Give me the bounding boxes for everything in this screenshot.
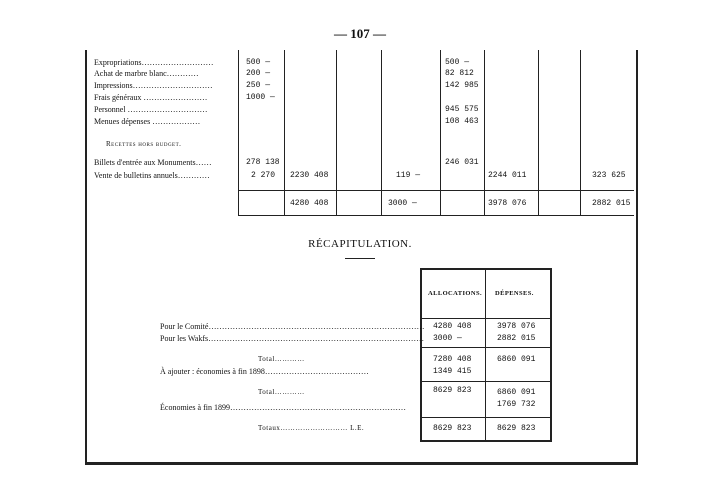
recap-row-label: À ajouter : économies à fin 1898………………………………… bbox=[160, 367, 369, 376]
cell: 108 463 bbox=[445, 117, 479, 126]
recap-cell: 8629 823 bbox=[497, 424, 536, 433]
cell: 278 138 bbox=[246, 158, 280, 167]
row-label: Personnel ………………………… bbox=[94, 105, 208, 114]
cell: 246 031 bbox=[445, 158, 479, 167]
recap-rule bbox=[420, 381, 550, 382]
total-label: Total………… bbox=[258, 388, 305, 396]
cell: 323 625 bbox=[592, 171, 626, 180]
cell: 1000 — bbox=[246, 93, 275, 102]
recap-cell: 8629 823 bbox=[433, 424, 472, 433]
totals-rule bbox=[238, 190, 634, 191]
title-rule bbox=[345, 258, 375, 259]
cell: 2244 011 bbox=[488, 171, 527, 180]
cell: 945 575 bbox=[445, 105, 479, 114]
total-label: Total………… bbox=[258, 355, 305, 363]
recap-cell: 6860 091 bbox=[497, 388, 536, 397]
total-cell: 4280 408 bbox=[290, 199, 329, 208]
cell: 82 812 bbox=[445, 69, 474, 78]
cell: 119 — bbox=[396, 171, 421, 180]
totaux-label: Totaux……………………… L.E. bbox=[258, 424, 365, 432]
recap-cell: 1349 415 bbox=[433, 367, 472, 376]
cell: 500 — bbox=[445, 58, 470, 67]
recap-cell: 2882 015 bbox=[497, 334, 536, 343]
cell: 500 — bbox=[246, 58, 271, 67]
page-number: — 107 — bbox=[334, 26, 386, 41]
row-label: Impressions………………………… bbox=[94, 81, 213, 90]
recap-rule bbox=[420, 318, 550, 319]
recap-cell: 8629 823 bbox=[433, 386, 472, 395]
cell: 2230 408 bbox=[290, 171, 329, 180]
row-label: Achat de marbre blanc………… bbox=[94, 69, 199, 78]
row-label: Frais généraux …………………… bbox=[94, 93, 208, 102]
cell: 250 — bbox=[246, 81, 271, 90]
row-label: Billets d'entrée aux Monuments…… bbox=[94, 158, 212, 167]
section-heading: Recettes hors budget. bbox=[106, 140, 182, 148]
recap-col-rule bbox=[485, 268, 486, 440]
total-cell: 3978 076 bbox=[488, 199, 527, 208]
recap-row-label: Pour les Wakfs……………………………………………………………………… bbox=[160, 334, 425, 343]
recap-rule bbox=[420, 347, 550, 348]
recap-cell: 7280 408 bbox=[433, 355, 472, 364]
recap-title: RÉCAPITULATION. bbox=[308, 238, 412, 250]
total-cell: 2882 015 bbox=[592, 199, 631, 208]
col-header-allocations: ALLOCATIONS. bbox=[428, 290, 482, 297]
col-header-depenses: DÉPENSES. bbox=[495, 290, 534, 297]
recap-cell: 4280 408 bbox=[433, 322, 472, 331]
totals-rule bbox=[238, 215, 634, 216]
recap-cell: 1769 732 bbox=[497, 400, 536, 409]
recap-cell: 3978 076 bbox=[497, 322, 536, 331]
recap-cell: 6860 091 bbox=[497, 355, 536, 364]
recap-rule bbox=[420, 417, 550, 418]
cell: 200 — bbox=[246, 69, 271, 78]
cell: 2 270 bbox=[251, 171, 276, 180]
row-label: Vente de bulletins annuels………… bbox=[94, 171, 210, 180]
recap-row-label: Économies à fin 1899………………………………………………………… bbox=[160, 403, 406, 412]
total-cell: 3000 — bbox=[388, 199, 417, 208]
row-label: Menues dépenses ……………… bbox=[94, 117, 201, 126]
recap-row-label: Pour le Comité……………………………………………………………………… bbox=[160, 322, 425, 331]
cell: 142 985 bbox=[445, 81, 479, 90]
row-label: Expropriations……………………… bbox=[94, 58, 214, 67]
recap-cell: 3000 — bbox=[433, 334, 462, 343]
